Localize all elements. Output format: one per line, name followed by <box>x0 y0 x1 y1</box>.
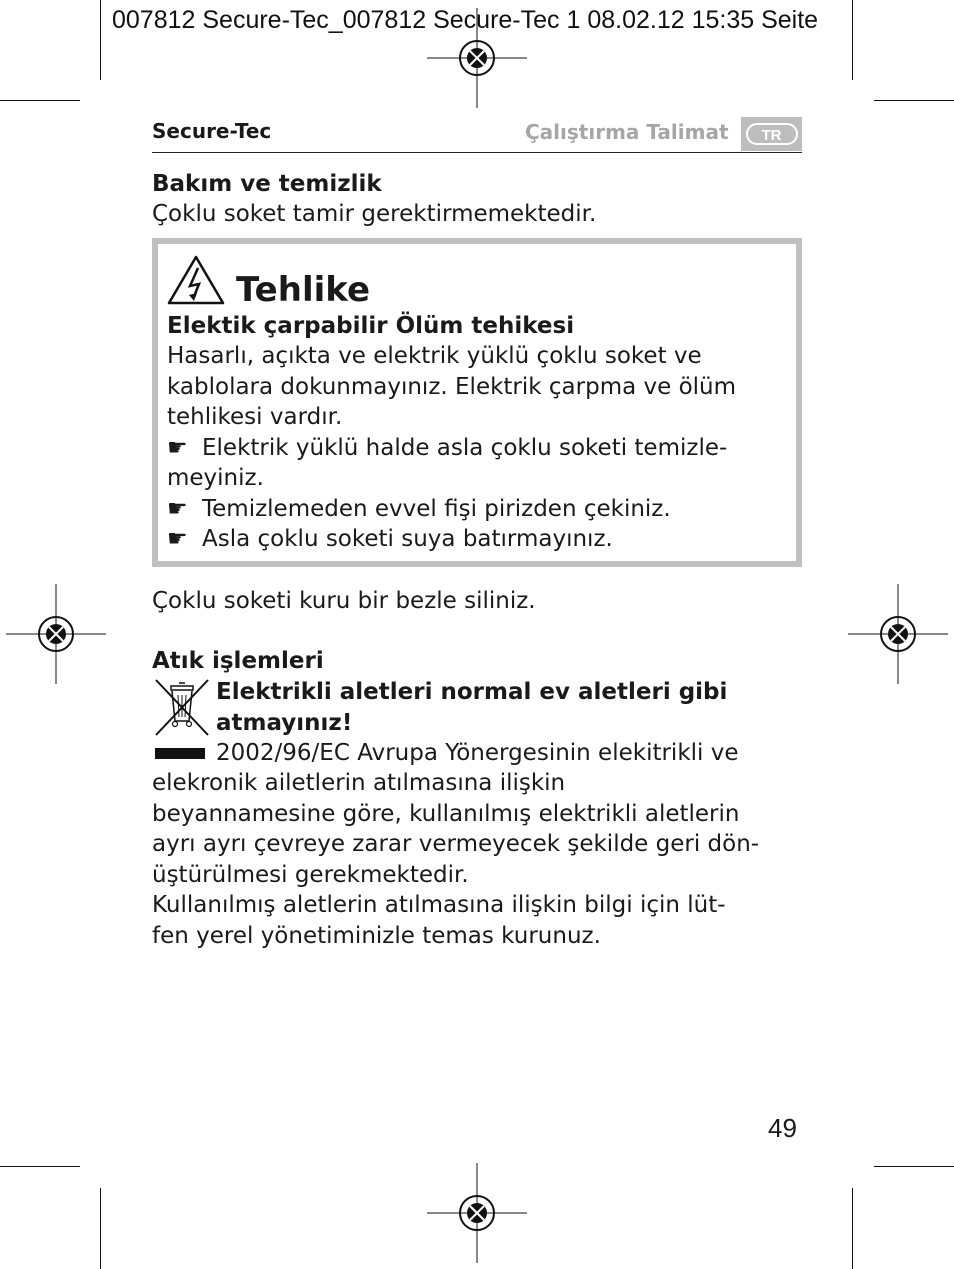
crop-mark-top-right-v <box>852 0 853 80</box>
disposal-heading: Atık işlemleri <box>152 648 324 674</box>
disposal-text-line: ayrı ayrı çevreye zarar vermeyecek şekilde geri dön- <box>152 831 760 857</box>
maintenance-heading: Bakım ve temizlik <box>152 171 382 197</box>
disposal-text-line: üştürülmesi gerekmektedir. <box>152 862 469 888</box>
disposal-text-line: fen yerel yönetiminizle temas kurunuz. <box>152 923 601 949</box>
header-rule <box>152 152 802 153</box>
header-doc-title: Çalıştırma Talimat <box>525 120 729 144</box>
warning-body-line: Hasarlı, açıkta ve elektrik yüklü çoklu soket ve <box>167 343 702 369</box>
disposal-text-line: 2002/96/EC Avrupa Yönergesinin elekitrikli ve <box>216 740 739 766</box>
registration-mark-icon <box>848 584 948 684</box>
crop-mark-bottom-left-h <box>0 1166 80 1167</box>
disposal-text-line: elekronik ailetlerin atılmasına ilişkin <box>152 770 566 796</box>
warning-body-line: tehlikesi vardır. <box>167 404 343 430</box>
language-badge-label: TR <box>746 123 798 145</box>
warning-title: Tehlike <box>236 270 371 310</box>
maintenance-text: Çoklu soket tamir gerektirmemektedir. <box>152 201 597 227</box>
disposal-text-line: Kullanılmış aletlerin atılmasına ilişkin bilgi için lüt- <box>152 892 726 918</box>
underline-bar-icon <box>155 748 205 759</box>
pointing-hand-icon: ☛ <box>167 435 188 461</box>
pointing-hand-icon: ☛ <box>167 496 188 522</box>
warning-bullet-cont: meyiniz. <box>167 465 264 491</box>
crop-mark-top-right-h <box>874 100 954 101</box>
disposal-text-line: beyannamesine göre, kullanılmış elektrikli aletlerin <box>152 801 740 827</box>
printer-slug: 007812 Secure-Tec_007812 Secure-Tec 1 08.02.12 15:35 Seite <box>112 6 819 34</box>
warning-bullet: Temizlemeden evvel fişi pirizden çekiniz. <box>202 496 671 522</box>
high-voltage-warning-icon <box>166 254 226 306</box>
crossed-out-bin-icon <box>153 677 211 739</box>
header-product: Secure-Tec <box>152 119 272 143</box>
warning-body-line: kablolara dokunmayınız. Elektrik çarpma ve ölüm <box>167 374 737 400</box>
pointing-hand-icon: ☛ <box>167 526 188 552</box>
language-badge <box>741 117 802 151</box>
crop-mark-top-left-v <box>100 0 101 80</box>
clean-instruction: Çoklu soketi kuru bir bezle siliniz. <box>152 588 536 614</box>
crop-mark-bottom-right-h <box>874 1166 954 1167</box>
crop-mark-bottom-right-v <box>852 1188 853 1269</box>
crop-mark-bottom-left-v <box>100 1188 101 1269</box>
registration-mark-icon <box>6 584 106 684</box>
warning-bullet: Asla çoklu soketi suya batırmayınız. <box>202 526 613 552</box>
disposal-warning-line: atmayınız! <box>216 710 353 736</box>
registration-mark-icon <box>427 1163 527 1263</box>
warning-bullet: Elektrik yüklü halde asla çoklu soketi temizle- <box>202 435 728 461</box>
warning-subtitle: Elektik çarpabilir Ölüm tehikesi <box>167 313 575 339</box>
disposal-warning-line: Elektrikli aletleri normal ev aletleri gibi <box>216 679 728 705</box>
crop-mark-top-left-h <box>0 100 80 101</box>
page-number: 49 <box>768 1113 797 1143</box>
registration-mark-icon <box>427 8 527 108</box>
